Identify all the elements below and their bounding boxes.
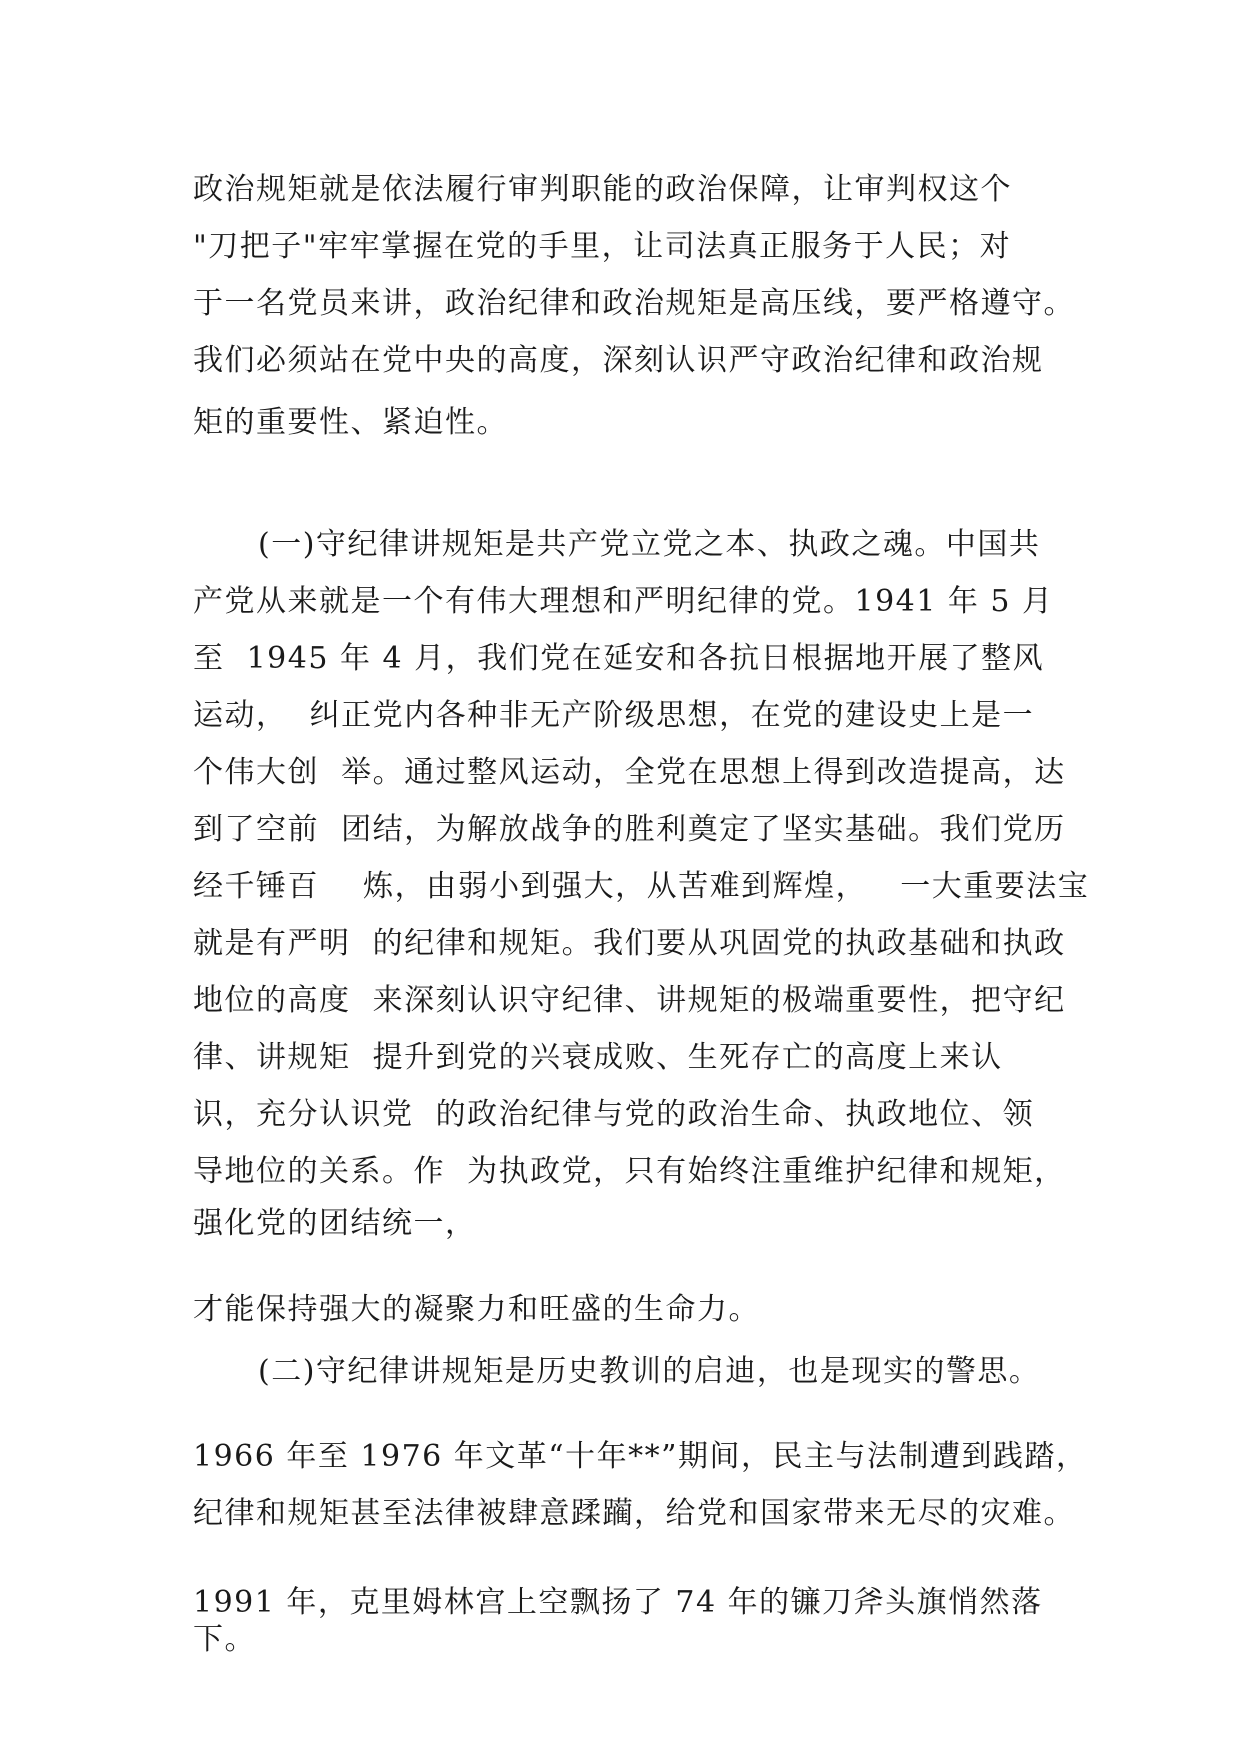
text-line: 个伟大创 举。通过整风运动，全党在思想上得到改造提高，达 [193,755,1066,790]
text-line: 到了空前 团结，为解放战争的胜利奠定了坚实基础。我们党历 [193,812,1066,847]
text-line: 产党从来就是一个有伟大理想和严明纪律的党。1941 年 5 月 [193,584,1054,619]
section-heading: (二)守纪律讲规矩是历史教训的启迪，也是现实的警思。 [258,1354,1041,1389]
text-line: 下。 [193,1622,256,1657]
text-line: 政治规矩就是依法履行审判职能的政治保障，让审判权这个 [193,172,1012,207]
text-line: 至 1945 年 4 月，我们党在延安和各抗日根据地开展了整风 [193,641,1045,676]
text-line: 识，充分认识党 的政治纪律与党的政治生命、执政地位、领 [193,1097,1035,1132]
text-line: 矩的重要性、紧迫性。 [193,405,508,440]
text-line: "刀把子"牢牢掌握在党的手里，让司法真正服务于人民；对 [193,229,1012,264]
text-line: 就是有严明 的纪律和规矩。我们要从巩固党的执政基础和执政 [193,926,1066,961]
text-line: 导地位的关系。作 为执政党，只有始终注重维护纪律和规矩， [193,1154,1066,1189]
text-line: 我们必须站在党中央的高度，深刻认识严守政治纪律和政治规 [193,343,1044,378]
section-heading: (一)守纪律讲规矩是共产党立党之本、执政之魂。中国共 [258,527,1041,562]
text-line: 经千锤百 炼，由弱小到强大，从苦难到辉煌， 一大重要法宝 [193,869,1090,904]
text-line: 于一名党员来讲，政治纪律和政治规矩是高压线，要严格遵守。 [193,286,1075,321]
text-line: 才能保持强大的凝聚力和旺盛的生命力。 [193,1292,760,1327]
text-line: 强化党的团结统一， [193,1206,477,1241]
text-line: 运动， 纠正党内各种非无产阶级思想，在党的建设史上是一 [193,698,1035,733]
text-line: 纪律和规矩甚至法律被肆意蹂躏，给党和国家带来无尽的灾难。 [193,1496,1075,1531]
text-line: 1991 年，克里姆林宫上空飘扬了 74 年的镰刀斧头旗悄然落 [193,1585,1043,1620]
text-line: 律、讲规矩 提升到党的兴衰成败、生死存亡的高度上来认 [193,1040,1003,1075]
text-line: 地位的高度 来深刻认识守纪律、讲规矩的极端重要性，把守纪 [193,983,1066,1018]
text-line: 1966 年至 1976 年文革“十年**”期间，民主与法制遭到践踏， [193,1439,1088,1474]
